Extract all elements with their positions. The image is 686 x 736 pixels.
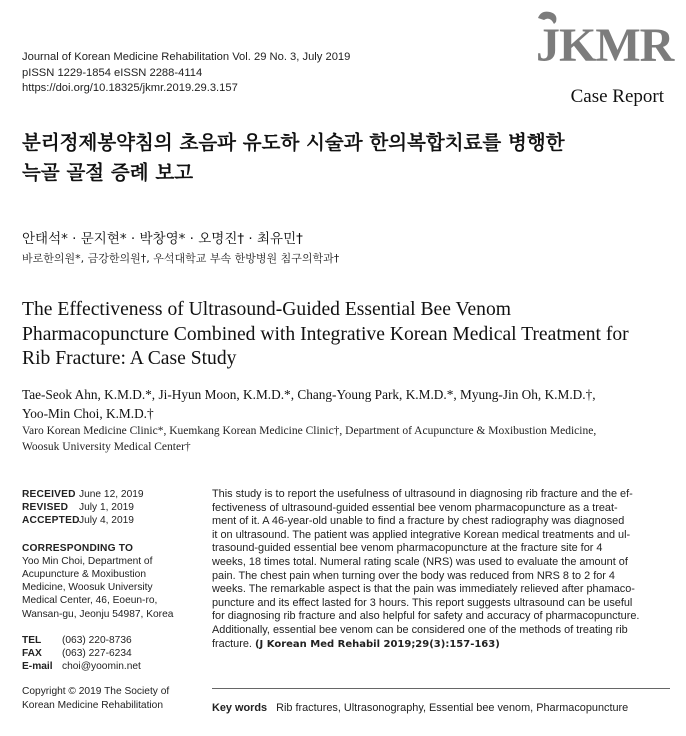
keywords-label: Key words (212, 702, 268, 714)
date-label: RECEIVED (22, 489, 76, 500)
date-row-received (22, 488, 202, 501)
contact-row-tel (22, 634, 202, 647)
abstract-line: fectiveness of ultrasound-guided essential bee venom pharmacopuncture as a treat- (212, 501, 618, 514)
article-type: Case Report (570, 86, 664, 107)
abstract-line: pain. The chest pain when turning over the body was reduced from NRS 8 to 2 for 4 (212, 569, 615, 582)
corresponding-label: CORRESPONDING TO (22, 542, 134, 554)
korean-title-line: 늑골 골절 증례 보고 (22, 161, 194, 184)
abstract-citation: (J Korean Med Rehabil 2019;29(3):157-163) (254, 638, 500, 650)
date-value: July 1, 2019 (79, 502, 134, 514)
journal-info (22, 50, 350, 97)
english-affiliation-line: Varo Korean Medicine Clinic*, Kuemkang Korean Medicine Clinic†, Department of Acupuncture & Moxibustion Medicine, (22, 425, 597, 437)
korean-affiliations: 바로한의원*, 금강한의원†, 우석대학교 부속 한방병원 침구의학과† (22, 252, 340, 265)
contact-info (22, 634, 202, 674)
english-author-line: Tae-Seok Ahn, K.M.D.*, Ji-Hyun Moon, K.M.D.*, Chang-Young Park, K.M.D.*, Myung-Jin Oh, K.M.D.†, (22, 387, 596, 402)
contact-label: TEL (22, 634, 42, 646)
contact-label: E-mail (22, 661, 53, 673)
corresponding-address-line: Yoo Min Choi, Department of (22, 555, 153, 567)
english-author-line: Yoo-Min Choi, K.M.D.† (22, 405, 154, 421)
copyright (22, 685, 202, 711)
copyright-line: Korean Medicine Rehabilitation (22, 699, 164, 711)
abstract-line: trasound-guided essential bee venom pharmacopuncture at the fracture site for 4 (212, 542, 603, 555)
abstract-last-line (212, 638, 670, 652)
date-value: July 4, 2019 (79, 515, 134, 527)
abstract-line: puncture and its effect lasted for 3 hours. This report suggests ultrasound can be useful (212, 596, 633, 609)
english-title-line: Rib Fracture: A Case Study (22, 348, 237, 369)
abstract-line: for diagnosing rib fracture and also helpful for safety and accuracy of pharmacopuncture. (212, 610, 640, 623)
date-row-revised (22, 501, 202, 514)
article-sidebar (22, 488, 202, 712)
abstract-line: weeks. The remarkable aspect is that the pain was immediately relieved after phamaco- (212, 583, 635, 596)
contact-value: (063) 220-8736 (62, 634, 132, 646)
journal-issn: pISSN 1229-1854 eISSN 2288-4114 (22, 66, 203, 79)
english-affiliation-line: Woosuk University Medical Center† (22, 440, 191, 453)
email-link[interactable]: choi@yoomin.net (62, 661, 141, 673)
corresponding-address-line: Acupuncture & Moxibustion (22, 569, 147, 581)
english-affiliations (22, 424, 672, 455)
contact-label: FAX (22, 648, 42, 660)
english-authors (22, 386, 672, 423)
corresponding-address-line: Medical Center, 46, Eoeun-ro, (22, 595, 158, 607)
copyright-line: Copyright © 2019 The Society of (22, 686, 170, 698)
keywords (212, 702, 628, 714)
korean-title (22, 128, 672, 188)
abstract-line: Additionally, essential bee venom can be considered one of the methods of treating rib (212, 623, 628, 636)
abstract (212, 488, 670, 651)
date-label: REVISED (22, 502, 69, 514)
date-row-accepted (22, 514, 202, 527)
korean-title-line: 분리정제봉약침의 초음파 유도하 시술과 한의복합치료를 병행한 (22, 131, 565, 154)
journal-logo (536, 8, 674, 108)
keywords-value: Rib fractures, Ultrasonography, Essential bee venom, Pharmacopuncture (276, 702, 629, 714)
contact-row-fax (22, 647, 202, 660)
english-title-line: Pharmacopuncture Combined with Integrative Korean Medical Treatment for (22, 323, 629, 345)
english-title-line: The Effectiveness of Ultrasound-Guided Essential Bee Venom (22, 299, 511, 320)
date-value: June 12, 2019 (79, 489, 144, 500)
abstract-line-end: fracture. (212, 637, 252, 650)
abstract-line: weeks, 18 times total. Numeral rating scale (NRS) was used to evaluate the amount of (212, 555, 628, 568)
abstract-line: This study is to report the usefulness of ultrasound in diagnosing rib fracture and the ef- (212, 488, 633, 500)
corresponding-address-line: Medicine, Woosuk University (22, 582, 153, 594)
abstract-line: ment of it. A 46-year-old unable to find a fracture by chest radiography was diagnosed (212, 515, 625, 528)
date-label: ACCEPTED (22, 515, 80, 527)
journal-citation: Journal of Korean Medicine Rehabilitation Vol. 29 No. 3, July 2019 (22, 51, 351, 63)
journal-doi-link[interactable]: https://doi.org/10.18325/jkmr.2019.29.3.157 (22, 82, 238, 94)
keywords-divider (212, 688, 670, 689)
corresponding-address-line: Wansan-gu, Jeonju 54987, Korea (22, 608, 174, 620)
contact-value: (063) 227-6234 (62, 648, 132, 660)
korean-authors: 안태석* · 문지현* · 박창영* · 오명진† · 최유민† (22, 231, 303, 247)
abstract-line: it on ultrasound. The patient was applied integrative Korean medical treatments and ul- (212, 528, 631, 541)
contact-row-email (22, 660, 202, 673)
english-title (22, 298, 672, 372)
logo-text: JKMR (536, 19, 674, 72)
